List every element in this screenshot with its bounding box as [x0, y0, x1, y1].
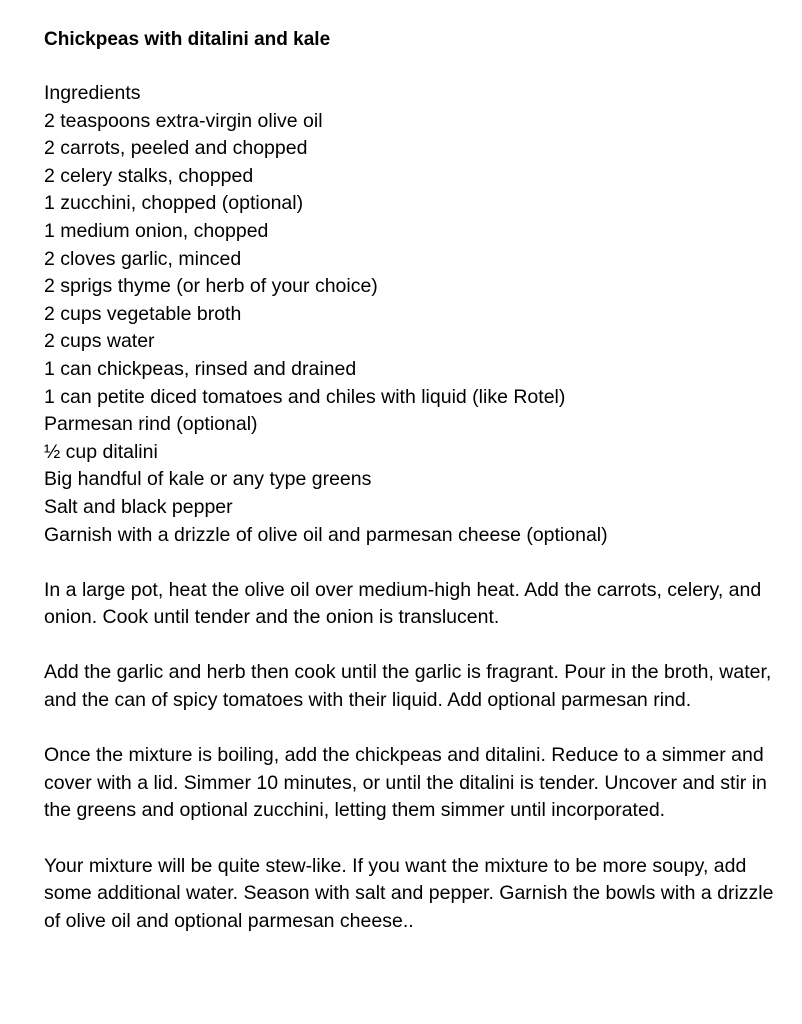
- recipe-title: Chickpeas with ditalini and kale: [44, 29, 331, 50]
- recipe-document: [44, 26, 779, 935]
- ingredient-item: 2 cups water: [44, 330, 155, 353]
- instruction-step: Once the mixture is boiling, add the chickpeas and ditalini. Reduce to a simmer and cover with a lid. Simmer 10 minutes, or until the ditalini is tender. Uncover and stir in the greens and optional zucchini, letting them simmer until incorporated.: [44, 744, 767, 822]
- ingredient-item: 1 medium onion, chopped: [44, 219, 269, 242]
- ingredient-item: 2 cloves garlic, minced: [44, 247, 242, 270]
- ingredient-item: 2 teaspoons extra-virgin olive oil: [44, 109, 323, 132]
- ingredient-item: 2 sprigs thyme (or herb of your choice): [44, 275, 378, 298]
- ingredient-item: 2 carrots, peeled and chopped: [44, 137, 308, 160]
- ingredient-item: Parmesan rind (optional): [44, 413, 258, 436]
- instruction-step: In a large pot, heat the olive oil over medium-high heat. Add the carrots, celery, and onion. Cook until tender and the onion is translucent.: [44, 578, 762, 629]
- instruction-step: Your mixture will be quite stew-like. If you want the mixture to be more soupy, add some additional water. Season with salt and pepper. Garnish the bowls with a drizzle of olive oil and optional parmesan cheese..: [44, 854, 774, 932]
- ingredient-item: 1 can petite diced tomatoes and chiles with liquid (like Rotel): [44, 385, 566, 408]
- ingredient-item: Salt and black pepper: [44, 495, 233, 518]
- ingredient-item: ½ cup ditalini: [44, 440, 158, 463]
- instructions-section: [44, 577, 779, 936]
- ingredient-item: 2 cups vegetable broth: [44, 302, 242, 325]
- ingredients-heading: Ingredients: [44, 82, 141, 104]
- ingredient-item: 2 celery stalks, chopped: [44, 164, 254, 187]
- ingredient-item: Big handful of kale or any type greens: [44, 468, 372, 491]
- ingredient-item: 1 zucchini, chopped (optional): [44, 192, 304, 215]
- ingredient-item: 1 can chickpeas, rinsed and drained: [44, 357, 357, 380]
- spacer: [44, 53, 779, 80]
- instruction-step: Add the garlic and herb then cook until the garlic is fragrant. Pour in the broth, water, and the can of spicy tomatoes with their liquid. Add optional parmesan rind.: [44, 661, 772, 712]
- ingredients-section: [44, 80, 779, 549]
- ingredient-item: Garnish with a drizzle of olive oil and parmesan cheese (optional): [44, 523, 608, 546]
